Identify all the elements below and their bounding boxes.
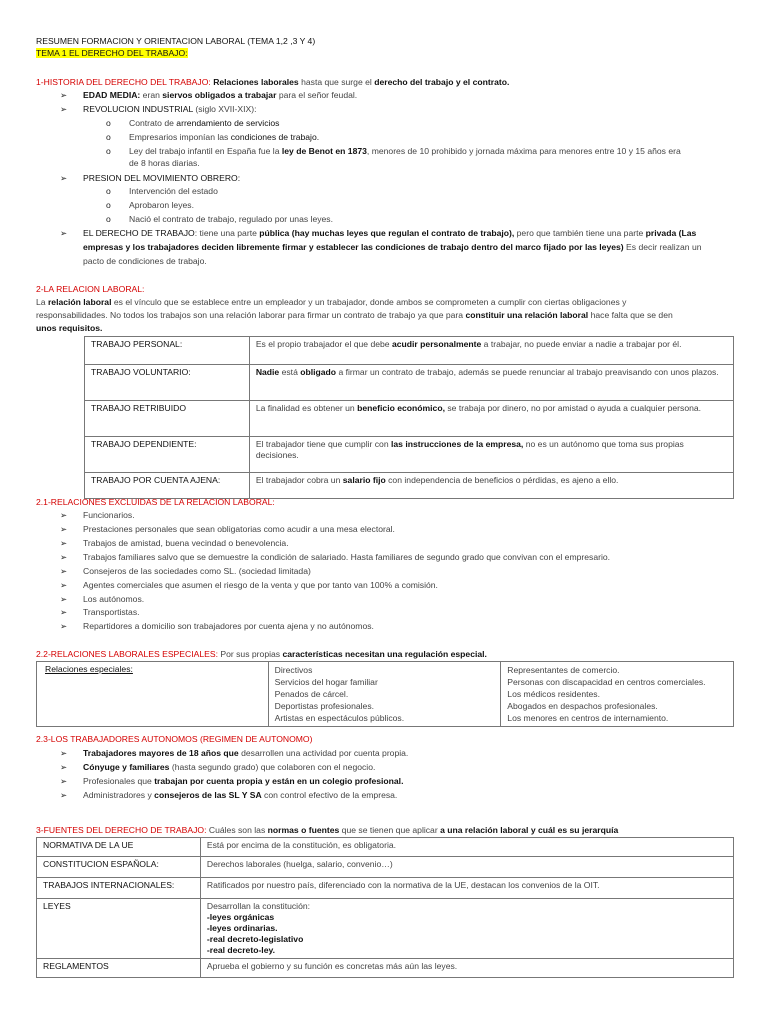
row-label: TRABAJO PERSONAL: [85, 337, 250, 365]
s2-heading: 2-LA RELACION LABORAL: [36, 284, 145, 294]
s1-dt-t2: pero que también tiene una parte [514, 228, 646, 238]
list-item: Transportistas. [83, 607, 140, 617]
arrow-bullet-icon: ➢ [60, 776, 68, 786]
s1-rev-o1-b: arrendamiento de servicios [176, 118, 280, 128]
s23-heading: 2.3-LOS TRABAJADORES AUTONOMOS (REGIMEN DE AUTONOMO) [36, 734, 313, 744]
row-label: REGLAMENTOS [37, 959, 201, 978]
list-item: Agentes comerciales que asumen el riesgo de la venta y que por tanto van 100% a comisión. [83, 580, 438, 590]
table-row [85, 473, 734, 499]
s3-t1: Cuáles son las [206, 825, 268, 835]
row-desc [249, 365, 733, 401]
s23-item-1 [83, 748, 408, 759]
row-label: CONSTITUCION ESPAÑOLA: [37, 857, 201, 878]
row-desc: Está por encima de la constitución, es obligatoria. [200, 838, 733, 857]
s1-rev-o2 [129, 132, 319, 143]
table-row [37, 857, 734, 878]
s23-i4-t2: con control efectivo de la empresa. [261, 790, 398, 800]
s2-p-b1: relación laboral [47, 297, 112, 307]
relaciones-col2 [501, 662, 734, 727]
s23-i2-t: (hasta segundo grado) que colaboren con el negocio. [169, 762, 376, 772]
relaciones-col1 [268, 662, 501, 727]
arrow-bullet-icon: ➢ [60, 524, 68, 534]
arrow-bullet-icon: ➢ [60, 790, 68, 800]
list-item: Directivos [274, 665, 313, 675]
s2-p-b3: unos requisitos. [36, 323, 103, 333]
s1-pres-o1: Intervención del estado [129, 186, 218, 196]
relaciones-especiales-table [36, 661, 734, 727]
arrow-bullet-icon: ➢ [60, 594, 68, 604]
row-desc [249, 337, 733, 365]
s1-heading: 1-HISTORIA DEL DERECHO DEL TRABAJO: [36, 77, 211, 87]
circle-bullet-icon: o [106, 214, 111, 224]
row-desc-t1: El trabajador cobra un [255, 475, 343, 485]
s3-t2: que se tienen que aplicar [339, 825, 441, 835]
s1-intro-b2: derecho del trabajo y el contrato. [374, 77, 510, 87]
circle-bullet-icon: o [106, 146, 111, 156]
s1-dt-t1: : tiene una parte [194, 228, 260, 238]
s1-dt-t4: pacto de condiciones de trabajo. [83, 256, 207, 266]
s1-dt-b3: privada (Las [645, 228, 697, 238]
row-desc-b: acudir personalmente [391, 339, 482, 349]
row-desc-t2: se trabaja por dinero, no por amistad o ayuda a cualquier persona. [444, 403, 702, 413]
row-desc-b: Nadie [255, 367, 280, 377]
s1-rev-line [83, 104, 257, 115]
relaciones-especiales-label-cell [37, 662, 269, 727]
row-desc-t1: La finalidad es obtener un [255, 403, 358, 413]
s23-item-4 [83, 790, 397, 801]
s3-heading: 3-FUENTES DEL DERECHO DE TRABAJO: [36, 825, 207, 835]
s1-edad-line [83, 90, 357, 101]
circle-bullet-icon: o [106, 186, 111, 196]
table-row [37, 878, 734, 899]
document-title: RESUMEN FORMACION Y ORIENTACION LABORAL (TEMA 1,2 ,3 Y 4) [36, 36, 316, 46]
s23-item-3 [83, 776, 403, 787]
relacion-laboral-table [84, 336, 734, 499]
row-desc: Ratificados por nuestro país, diferenciado con la normativa de la UE, destacan los convenios de la OIT. [200, 878, 733, 899]
row-desc-b: salario fijo [342, 475, 386, 485]
s1-rev-o3-t2: , menores de 10 prohibido y jornada máxima para menores entre 10 y 15 años era [366, 146, 681, 156]
arrow-bullet-icon: ➢ [60, 621, 68, 631]
arrow-bullet-icon: ➢ [60, 748, 68, 758]
s23-i1-t: desarrollen una actividad por cuenta propia. [238, 748, 409, 758]
s1-edad-b2: siervos obligados a trabajar [162, 90, 277, 100]
fuentes-derecho-table [36, 837, 734, 978]
s1-rev-o1 [129, 118, 279, 129]
list-item: Los médicos residentes. [507, 689, 600, 699]
row-desc [249, 401, 733, 437]
s1-rev-t: (siglo XVII-XIX): [193, 104, 257, 114]
table-row [85, 401, 734, 437]
s1-rev-o1-t: Contrato de [129, 118, 177, 128]
row-desc-t2: no es un autónomo que toma sus propias decisiones. [255, 439, 684, 460]
s1-rev-b: REVOLUCION INDUSTRIAL [83, 104, 193, 114]
list-item: -leyes ordinarias. [206, 923, 278, 933]
list-item: -real decreto-legislativo [206, 934, 304, 944]
s1-dt-line1 [83, 228, 696, 239]
s1-intro-t1: hasta que surge el [298, 77, 375, 87]
row-label: TRABAJO VOLUNTARIO: [85, 365, 250, 401]
row-desc-t2: a trabajar, no puede enviar a nadie a trabajar por él. [481, 339, 682, 349]
s1-pres-o2: Aprobaron leyes. [129, 200, 194, 210]
s23-i3-t: Profesionales que [83, 776, 155, 786]
s1-pres-line [83, 173, 240, 184]
s22-t1: Por sus propias [217, 649, 283, 659]
list-item: Los menores en centros de internamiento. [507, 713, 669, 723]
circle-bullet-icon: o [106, 118, 111, 128]
row-desc-t2: está [279, 367, 301, 377]
arrow-bullet-icon: ➢ [60, 90, 68, 100]
s1-heading-line [36, 77, 509, 88]
s1-dt-t3: Es decir realizan un [623, 242, 702, 252]
arrow-bullet-icon: ➢ [60, 228, 68, 238]
s2-para-line1 [36, 297, 626, 308]
table-row [37, 662, 734, 727]
row-label: TRABAJOS INTERNACIONALES: [37, 878, 201, 899]
arrow-bullet-icon: ➢ [60, 552, 68, 562]
list-item: Trabajos familiares salvo que se demuestre la condición de salariado. Hasta familiares de segundo grado que convivan con el empresario. [83, 552, 611, 562]
s2-p-t1: La [36, 297, 48, 307]
list-item: Funcionarios. [83, 510, 135, 520]
arrow-bullet-icon: ➢ [60, 104, 68, 114]
table-row [85, 337, 734, 365]
s23-i4-t1: Administradores y [83, 790, 155, 800]
s22-heading-line [36, 649, 487, 660]
arrow-bullet-icon: ➢ [60, 510, 68, 520]
list-item: Abogados en despachos profesionales. [507, 701, 658, 711]
s1-pres-o3: Nació el contrato de trabajo, regulado por unas leyes. [129, 214, 333, 224]
row-label: TRABAJO POR CUENTA AJENA: [85, 473, 250, 499]
s2-p-t3: responsabilidades. No todos los trabajos son una relación laborar para firmar un contrato de trabajo ya que para [36, 310, 466, 320]
arrow-bullet-icon: ➢ [60, 607, 68, 617]
table-row [85, 437, 734, 473]
s1-rev-o3-t1: Ley del trabajo infantil en España fue la [129, 146, 282, 156]
s1-edad-t2: para el señor feudal. [276, 90, 358, 100]
row-label: LEYES [37, 899, 201, 959]
arrow-bullet-icon: ➢ [60, 580, 68, 590]
row-desc: Aprueba el gobierno y su función es concretas más aún las leyes. [200, 959, 733, 978]
s3-heading-line [36, 825, 618, 836]
s1-pres-b: PRESION DEL MOVIMIENTO OBRERO: [83, 173, 241, 183]
list-item: Consejeros de las sociedades como SL. (sociedad limitada) [83, 566, 311, 576]
arrow-bullet-icon: ➢ [60, 173, 68, 183]
table-row [37, 838, 734, 857]
list-item: -real decreto-ley. [206, 945, 276, 955]
list-item: Personas con discapacidad en centros comerciales. [507, 677, 706, 687]
arrow-bullet-icon: ➢ [60, 566, 68, 576]
s1-rev-o2-b: condiciones de trabajo. [230, 132, 320, 142]
list-item: Los autónomos. [83, 594, 145, 604]
list-item: Penados de cárcel. [274, 689, 349, 699]
row-desc-t1: Es el propio trabajador el que debe [255, 339, 392, 349]
s1-dt-b4: empresas y los trabajadores deciden libremente firmar y establecer las condiciones de trabajo dentro del marco fijado por las leyes) [83, 242, 624, 252]
row-desc-t3: a firmar un contrato de trabajo, además se puede renunciar al trabajo preavisando con unos plazos. [336, 367, 719, 377]
relaciones-especiales-label: Relaciones especiales: [45, 664, 133, 674]
list-item: -leyes orgánicas [206, 912, 275, 922]
list-item: Representantes de comercio. [507, 665, 620, 675]
list-item: Artistas en espectáculos públicos. [274, 713, 405, 723]
list-item: Trabajos de amistad, buena vecindad o benevolencia. [83, 538, 289, 548]
list-item: Deportistas profesionales. [274, 701, 374, 711]
s2-para-line2 [36, 310, 673, 321]
s23-i2-b: Cónyuge y familiares [83, 762, 170, 772]
arrow-bullet-icon: ➢ [60, 762, 68, 772]
s1-dt-b: EL DERECHO DE TRABAJO [83, 228, 195, 238]
s23-item-2 [83, 762, 375, 773]
s2-p-b2: constituir una relación laboral [465, 310, 589, 320]
s2-p-t2: es el vínculo que se establece entre un empleador y un trabajador, donde ambos se comprometen a cumplir con ciertas obligaciones y [111, 297, 627, 307]
row-desc-b: las instrucciones de la empresa, [391, 439, 524, 449]
s1-intro-b1: Relaciones laborales [213, 77, 299, 87]
row-desc [249, 437, 733, 473]
circle-bullet-icon: o [106, 200, 111, 210]
table-row [37, 899, 734, 959]
s1-rev-o3-t3: de 8 horas diarias. [129, 158, 200, 168]
table-row [85, 365, 734, 401]
s1-dt-line2 [83, 242, 702, 253]
s1-rev-o3 [129, 146, 681, 157]
s3-b2: a una relación laboral y cuál es su jerarquía [440, 825, 619, 835]
row-desc-b: beneficio económico, [357, 403, 445, 413]
s3-b1: normas o fuentes [267, 825, 340, 835]
s2-p-t4: hace falta que se den [588, 310, 673, 320]
s1-edad-b: EDAD MEDIA: [83, 90, 141, 100]
row-label: NORMATIVA DE LA UE [37, 838, 201, 857]
row-label: TRABAJO DEPENDIENTE: [85, 437, 250, 473]
s1-edad-t1: eran [140, 90, 163, 100]
list-item: Repartidores a domicilio son trabajadores por cuenta ajena y no autónomos. [83, 621, 374, 631]
s23-i4-b: consejeros de las SL Y SA [154, 790, 262, 800]
s1-dt-b2: pública (hay muchas leyes que regulan el contrato de trabajo), [259, 228, 515, 238]
row-desc [200, 899, 733, 959]
row-desc-t1: El trabajador tiene que cumplir con [255, 439, 392, 449]
list-item: Prestaciones personales que sean obligatorias como acudir a una mesa electoral. [83, 524, 395, 534]
s23-i1-b: Trabajadores mayores de 18 años que [83, 748, 239, 758]
table-row [37, 959, 734, 978]
list-item: Servicios del hogar familiar [274, 677, 378, 687]
row-desc [249, 473, 733, 499]
row-desc: Derechos laborales (huelga, salario, convenio…) [200, 857, 733, 878]
row-desc-text: Desarrollan la constitución: [206, 901, 311, 911]
tema1-heading: TEMA 1 EL DERECHO DEL TRABAJO: [36, 48, 188, 58]
s22-heading: 2.2-RELACIONES LABORALES ESPECIALES: [36, 649, 218, 659]
arrow-bullet-icon: ➢ [60, 538, 68, 548]
s1-rev-o2-t: Empresarios imponían las [129, 132, 231, 142]
s23-i3-b: trabajan por cuenta propia y están en un colegio profesional. [154, 776, 404, 786]
row-desc-t2: con independencia de beneficios o pérdidas, es ajeno a ello. [385, 475, 619, 485]
s21-heading: 2.1-RELACIONES EXCLUIDAS DE LA RELACION LABORAL: [36, 497, 275, 507]
row-label: TRABAJO RETRIBUIDO [85, 401, 250, 437]
s22-b1: características necesitan una regulación especial. [282, 649, 487, 659]
row-desc-b2: obligado [300, 367, 337, 377]
s1-rev-o3-b: ley de Benot en 1873 [281, 146, 367, 156]
circle-bullet-icon: o [106, 132, 111, 142]
